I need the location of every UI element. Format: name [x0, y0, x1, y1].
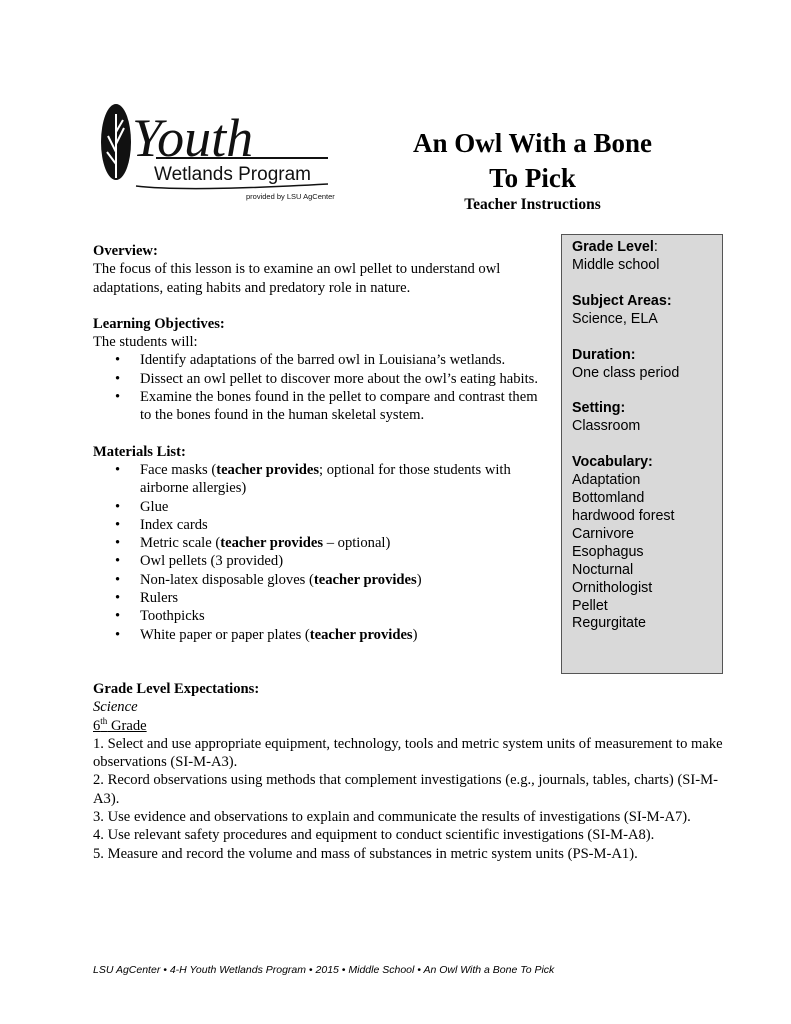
overview-heading: Overview: — [93, 243, 158, 259]
material-item: • Metric scale (teacher provides – optional) — [93, 534, 548, 552]
logo-graphic — [96, 92, 336, 204]
vocabulary-item: hardwood forest — [572, 507, 675, 524]
objective-item: • Examine the bones found in the pellet to compare and contrast them to the bones found in the human skeletal system. — [93, 388, 548, 425]
setting-section — [572, 400, 712, 436]
material-item: • Non-latex disposable gloves (teacher provides) — [93, 571, 548, 589]
setting-heading: Setting: — [572, 400, 626, 417]
title-line-2: To Pick — [489, 163, 576, 193]
gle-item: 1. Select and use appropriate equipment, technology, tools and metric system units of measurement to make observations (SI-M-A3). — [93, 735, 723, 771]
materials-heading: Materials List: — [93, 443, 186, 460]
vocabulary-item: Ornithologist — [572, 579, 653, 596]
gle-heading: Grade Level Expectations: — [93, 681, 260, 697]
overview-text: The focus of this lesson is to examine an owl pellet to understand owl adaptations, eating habits and predatory role in nature. — [93, 261, 501, 296]
gle-item: 2. Record observations using methods that complement investigations (e.g., journals, tables, charts) (SI-M-A3). — [93, 772, 718, 807]
material-item: • Rulers — [93, 589, 548, 607]
material-item: • Owl pellets (3 provided) — [93, 552, 548, 570]
vocabulary-heading: Vocabulary: — [572, 454, 653, 471]
duration-heading: Duration: — [572, 346, 636, 363]
objectives-intro: The students will: — [93, 334, 198, 351]
vocabulary-item: Carnivore — [572, 525, 634, 542]
page-subtitle: Teacher Instructions — [464, 196, 601, 213]
vocabulary-item: Regurgitate — [572, 615, 646, 632]
objective-item: • Dissect an owl pellet to discover more about the owl’s eating habits. — [93, 370, 548, 388]
logo-word-youth: Youth — [132, 108, 254, 168]
logo-tagline: provided by LSU AgCenter — [246, 192, 335, 201]
vocabulary-item: Esophagus — [572, 543, 644, 560]
vocabulary-item: Adaptation — [572, 472, 641, 489]
grade-level-colon: : — [653, 239, 658, 255]
objectives-heading: Learning Objectives: — [93, 315, 225, 332]
youth-wetlands-logo — [96, 92, 336, 204]
page-title — [360, 126, 705, 196]
main-content — [93, 242, 548, 644]
subject-areas-heading: Subject Areas: — [572, 292, 672, 309]
materials-list — [93, 461, 548, 644]
vocabulary-section — [572, 454, 712, 633]
setting-value: Classroom — [572, 418, 641, 435]
title-line-1: An Owl With a Bone — [412, 128, 653, 158]
material-item: • White paper or paper plates (teacher provides) — [93, 626, 548, 644]
objective-item: • Identify adaptations of the barred owl in Louisiana’s wetlands. — [93, 351, 548, 369]
material-item: • Index cards — [93, 516, 548, 534]
logo-word-program: Wetlands Program — [154, 164, 311, 185]
objectives-list — [93, 351, 548, 424]
lesson-info-sidebar — [561, 234, 723, 674]
material-item: • Face masks (teacher provides; optional for those students with airborne allergies) — [93, 461, 548, 498]
vocabulary-item: Bottomland — [572, 490, 645, 507]
material-item: • Glue — [93, 498, 548, 516]
material-item: • Toothpicks — [93, 607, 548, 625]
duration-value: One class period — [572, 364, 680, 381]
subject-areas-section — [572, 293, 712, 329]
grade-level-value: Middle school — [572, 256, 660, 273]
grade-level-expectations — [93, 680, 743, 863]
vocabulary-item: Pellet — [572, 597, 608, 614]
gle-item: 3. Use evidence and observations to explain and communicate the results of investigations (SI-M-A7). — [93, 809, 691, 826]
duration-section — [572, 347, 712, 383]
page-footer: LSU AgCenter • 4-H Youth Wetlands Program • 2015 • Middle School • An Owl With a Bone To Pick — [93, 964, 555, 976]
gle-item: 4. Use relevant safety procedures and equipment to conduct scientific investigations (SI-M-A8). — [93, 827, 655, 844]
gle-grade: 6th Grade — [93, 715, 147, 734]
gle-item: 5. Measure and record the volume and mass of substances in metric system units (PS-M-A1). — [93, 845, 638, 862]
vocabulary-item: Nocturnal — [572, 561, 634, 578]
grade-level-heading: Grade Level — [572, 239, 654, 255]
subject-areas-value: Science, ELA — [572, 310, 658, 327]
gle-subject: Science — [93, 699, 138, 716]
grade-level-section — [572, 239, 712, 275]
